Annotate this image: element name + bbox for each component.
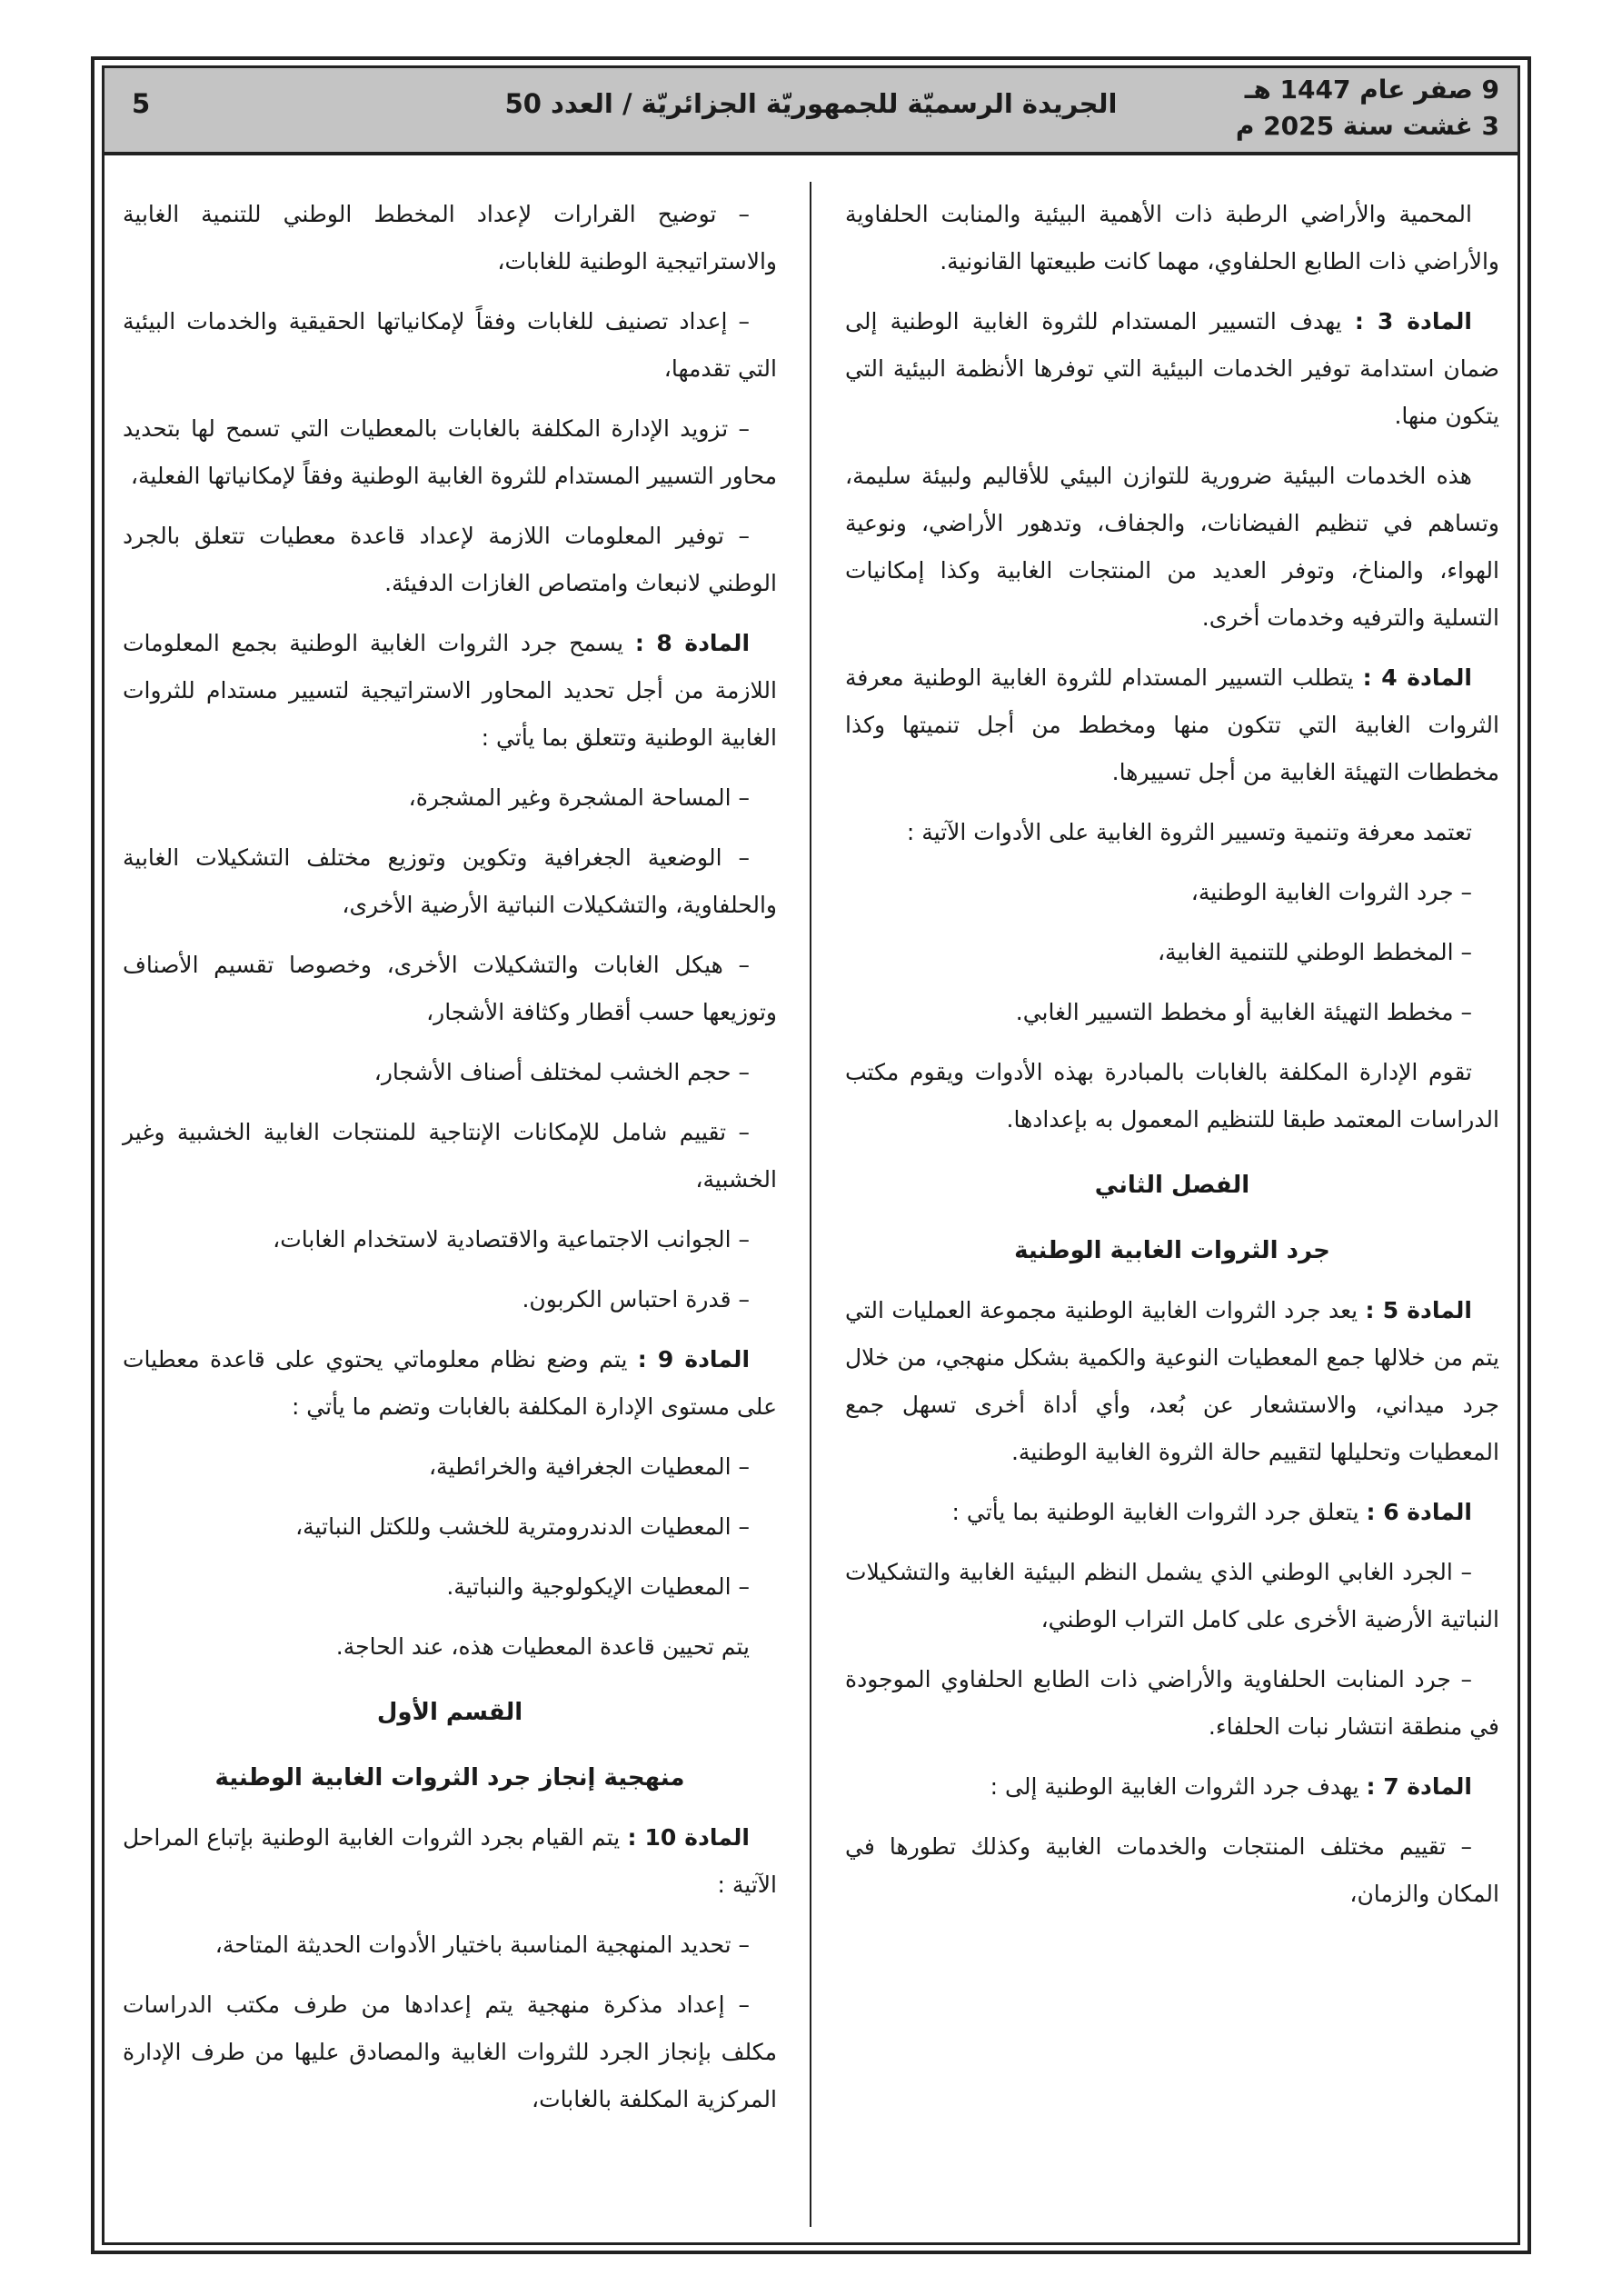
paragraph [123, 405, 777, 500]
article-paragraph [845, 1763, 1499, 1811]
paragraph-text: – توضيح القرارات لإعداد المخطط الوطني للتنمية الغابية والاستراتيجية الوطنية للغابات، [123, 201, 777, 275]
paragraph [845, 1823, 1499, 1918]
paragraph-text: يتطلب التسيير المستدام للثروة الغابية الوطنية معرفة الثروات الغابية التي تتكون منها ومخطط من أجل تنميتها وكذا مخططات التهيئة الغابية من أجل تسييرها. [845, 664, 1499, 785]
article-paragraph [123, 620, 777, 762]
paragraph [845, 989, 1499, 1036]
paragraph-text: – قدرة احتباس الكربون. [522, 1286, 750, 1313]
paragraph-text: يتعلق جرد الثروات الغابية الوطنية بما يأتي : [951, 1499, 1367, 1525]
paragraph-text: يتم تحيين قاعدة المعطيات هذه، عند الحاجة. [335, 1633, 750, 1660]
paragraph [123, 1109, 777, 1203]
paragraph-text: – توفير المعلومات اللازمة لإعداد قاعدة معطيات تتعلق بالجرد الوطني لانبعاث وامتصاص الغازات الدفيئة. [123, 523, 777, 596]
paragraph [123, 1443, 777, 1491]
paragraph-text: – المعطيات الجغرافية والخرائطية، [428, 1453, 750, 1480]
paragraph-text: – تزويد الإدارة المكلفة بالغابات بالمعطيات التي تسمح لها بتحديد محاور التسيير المستدام للثروة الغابية الوطنية وفقاً لإمكانياتها الفعلية، [123, 415, 777, 489]
paragraph-text: – الوضعية الجغرافية وتكوين وتوزيع مختلف التشكيلات الغابية والحلفاوية، والتشكيلات النباتية الأرضية الأخرى، [123, 844, 777, 918]
paragraph [123, 1276, 777, 1323]
paragraph-text: – المعطيات الدندرومترية للخشب وللكتل النباتية، [295, 1513, 750, 1540]
article-label: المادة 6 : [1366, 1499, 1472, 1525]
paragraph-text: – جرد الثروات الغابية الوطنية، [1190, 879, 1472, 905]
paragraph [123, 1049, 777, 1096]
paragraph-text: – الجرد الغابي الوطني الذي يشمل النظم البيئية الغابية والتشكيلات النباتية الأرضية الأخرى على كامل التراب الوطني، [845, 1559, 1499, 1632]
paragraph [845, 453, 1499, 642]
paragraph-text: – المساحة المشجرة وغير المشجرة، [408, 784, 750, 811]
section-heading: القسم الأول [376, 1699, 523, 1726]
paragraph [123, 774, 777, 822]
article-paragraph [845, 1489, 1499, 1536]
paragraph-text: هذه الخدمات البيئية ضرورية للتوازن البيئي للأقاليم ولبيئة سليمة، وتساهم في تنظيم الفيضانات، والجفاف، وتدهور الأراضي، ونوعية الهواء، والمناخ، وتوفر العديد من المنتجات الغابية وكذا إمكانيات التسلية والترفيه وخدمات أخرى. [845, 463, 1499, 631]
paragraph-text: – جرد المنابت الحلفاوية والأراضي ذات الطابع الحلفاوي الموجودة في منطقة انتشار نبات الحلفاء. [845, 1666, 1499, 1740]
paragraph-text: يهدف التسيير المستدام للثروة الغابية الوطنية إلى ضمان استدامة توفير الخدمات البيئية التي توفرها الأنظمة البيئية التي يتكون منها. [845, 308, 1499, 429]
article-label: المادة 7 : [1366, 1773, 1472, 1800]
paragraph [123, 191, 777, 285]
gregorian-date: 3 غشت سنة 2025 م [1235, 111, 1499, 141]
paragraph [123, 834, 777, 929]
paragraph-text: المحمية والأراضي الرطبة ذات الأهمية البيئية والمنابت الحلفاوية والأراضي ذات الطابع الحلفاوي، مهما كانت طبيعتها القانونية. [845, 201, 1499, 275]
paragraph-text: – الجوانب الاجتماعية والاقتصادية لاستخدام الغابات، [273, 1226, 750, 1253]
paragraph-text: – مخطط التهيئة الغابية أو مخطط التسيير الغابي. [1015, 999, 1472, 1025]
article-label: المادة 3 : [1354, 308, 1472, 334]
article-label: المادة 8 : [634, 630, 751, 656]
paragraph [123, 1922, 777, 1969]
paragraph-text: تقوم الإدارة المكلفة بالغابات بالمبادرة بهذه الأدوات ويقوم مكتب الدراسات المعتمد طبقا للتنظيم المعمول به بإعدادها. [845, 1059, 1499, 1133]
journal-title: الجريدة الرسميّة للجمهوريّة الجزائريّة / العدد 50 [504, 88, 1118, 119]
article-label: المادة 5 : [1365, 1297, 1472, 1323]
page-number: 5 [132, 88, 151, 119]
section-heading: جرد الثروات الغابية الوطنية [1014, 1237, 1330, 1264]
section-heading: منهجية إنجاز جرد الثروات الغابية الوطنية [214, 1764, 685, 1792]
paragraph [123, 1982, 777, 2123]
article-paragraph [845, 298, 1499, 440]
paragraph [845, 1549, 1499, 1643]
article-paragraph [845, 654, 1499, 796]
paragraph-text: – تقييم شامل للإمكانات الإنتاجية للمنتجات الغابية الخشبية وغير الخشبية، [123, 1119, 777, 1193]
paragraph-text: تعتمد معرفة وتنمية وتسيير الثروة الغابية على الأدوات الآتية : [906, 819, 1472, 845]
left-column [123, 191, 777, 2136]
paragraph [845, 869, 1499, 916]
paragraph [845, 191, 1499, 285]
paragraph-text: – تقييم مختلف المنتجات والخدمات الغابية وكذلك تطورها في المكان والزمان، [845, 1833, 1499, 1907]
paragraph-text: – المعطيات الإيكولوجية والنباتية. [446, 1573, 750, 1600]
paragraph [845, 1656, 1499, 1751]
article-label: المادة 10 : [627, 1824, 750, 1851]
article-paragraph [123, 1814, 777, 1909]
paragraph [845, 929, 1499, 976]
paragraph-text: – المخطط الوطني للتنمية الغابية، [1157, 939, 1472, 965]
paragraph-text: – تحديد المنهجية المناسبة باختيار الأدوات الحديثة المتاحة، [214, 1932, 750, 1958]
column-divider [810, 182, 811, 2227]
journal-header [104, 68, 1518, 155]
paragraph [123, 942, 777, 1036]
paragraph [123, 1216, 777, 1263]
paragraph [123, 1503, 777, 1551]
paragraph [845, 809, 1499, 856]
paragraph [123, 513, 777, 607]
paragraph [123, 1623, 777, 1671]
paragraph [845, 1049, 1499, 1143]
article-paragraph [845, 1287, 1499, 1476]
section-heading: الفصل الثاني [1094, 1172, 1250, 1199]
paragraph [123, 1563, 777, 1611]
article-paragraph [123, 1336, 777, 1431]
paragraph-text: يتم وضع نظام معلوماتي يحتوي على قاعدة معطيات على مستوى الإدارة المكلفة بالغابات وتضم ما يأتي : [123, 1346, 777, 1420]
paragraph-text: يهدف جرد الثروات الغابية الوطنية إلى : [990, 1773, 1367, 1800]
paragraph-text: – هيكل الغابات والتشكيلات الأخرى، وخصوصا تقسيم الأصناف وتوزيعها حسب أقطار وكثافة الأشجار، [123, 952, 777, 1025]
article-label: المادة 4 : [1362, 664, 1472, 691]
paragraph [123, 298, 777, 393]
right-column [845, 191, 1499, 1931]
paragraph-text: – إعداد تصنيف للغابات وفقاً لإمكانياتها الحقيقية والخدمات البيئية التي تقدمها، [123, 308, 777, 382]
paragraph-text: – إعداد مذكرة منهجية يتم إعدادها من طرف مكتب الدراسات مكلف بإنجاز الجرد للثروات الغابية والمصادق عليها من طرف الإدارة المركزية المكلفة بالغابات، [123, 1992, 777, 2112]
article-label: المادة 9 : [637, 1346, 751, 1373]
hijri-date: 9 صفر عام 1447 هـ [1244, 75, 1499, 105]
paragraph-text: يسمح جرد الثروات الغابية الوطنية بجمع المعلومات اللازمة من أجل تحديد المحاور الاستراتيجية لتسيير مستدام للثروات الغابية الوطنية وتتعلق بما يأتي : [123, 630, 777, 751]
paragraph-text: – حجم الخشب لمختلف أصناف الأشجار، [373, 1059, 750, 1085]
paragraph-text: يعد جرد الثروات الغابية الوطنية مجموعة العمليات التي يتم من خلالها جمع المعطيات النوعية والكمية بشكل منهجي، من خلال جرد ميداني، والاستشعار عن بُعد، وأي أداة أخرى تسهل جمع المعطيات وتحليلها لتقييم حالة الثروة الغابية الوطنية. [845, 1297, 1499, 1465]
paragraph-text: يتم القيام بجرد الثروات الغابية الوطنية بإتباع المراحل الآتية : [123, 1824, 777, 1898]
